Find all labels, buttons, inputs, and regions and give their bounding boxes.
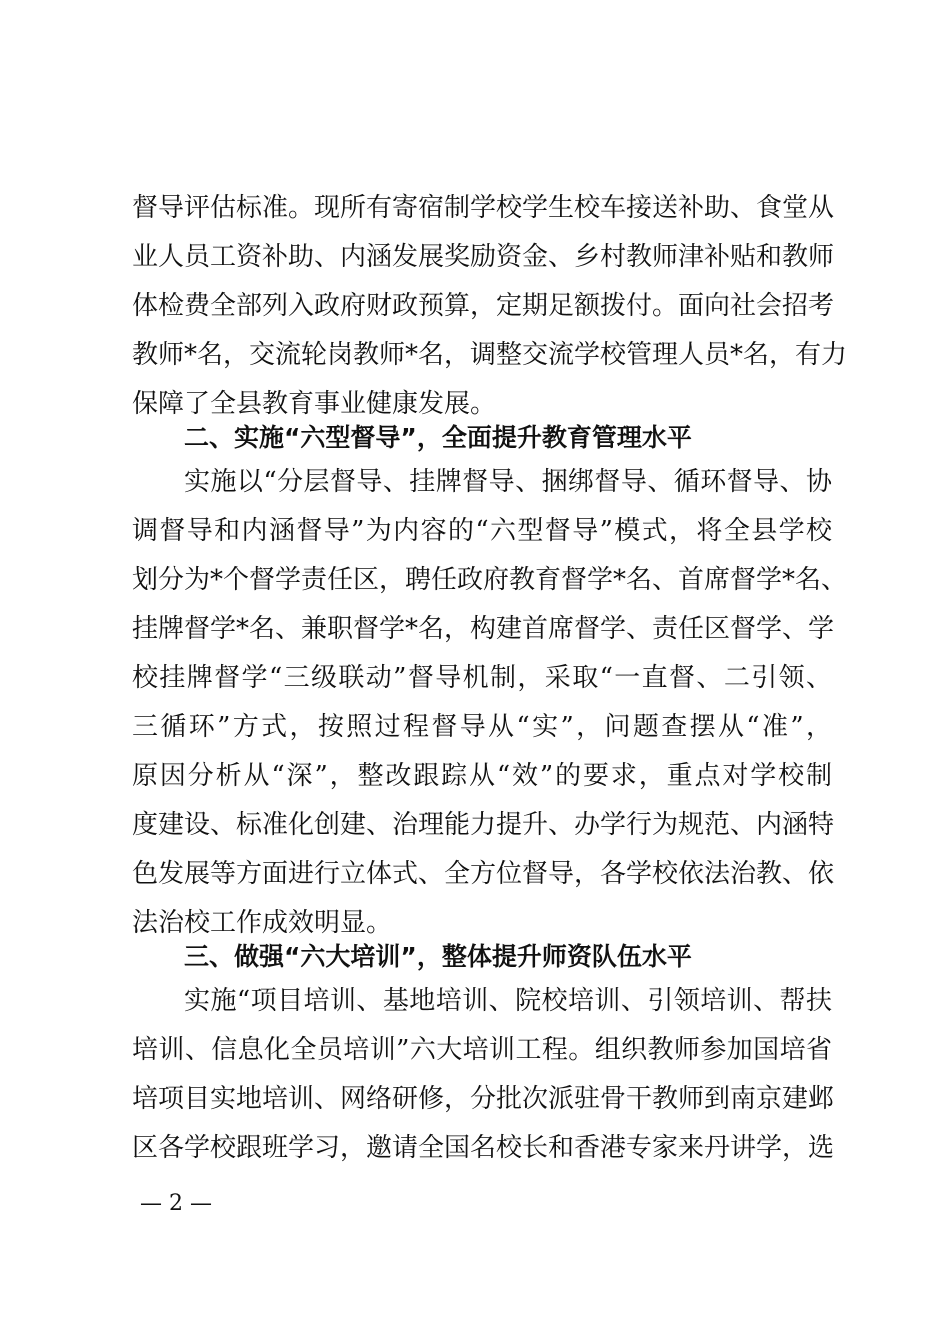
paragraph-1-line-4: 教师*名，交流轮岗教师*名，调整交流学校管理人员*名，有力 bbox=[132, 340, 848, 370]
paragraph-2-line-3: 划分为*个督学责任区，聘任政府教育督学*名、首席督学*名、 bbox=[132, 565, 848, 595]
paragraph-2-line-4: 挂牌督学*名、兼职督学*名，构建首席督学、责任区督学、学 bbox=[132, 614, 835, 644]
paragraph-2-line-8: 度建设、标准化创建、治理能力提升、办学行为规范、内涵特 bbox=[132, 810, 835, 840]
section-heading-3: 三、做强“六大培训”，整体提升师资队伍水平 bbox=[184, 942, 692, 971]
paragraph-2-line-6: 三循环”方式，按照过程督导从“实”，问题查摆从“准”， bbox=[132, 712, 832, 742]
paragraph-2-line-7: 原因分析从“深”，整改跟踪从“效”的要求，重点对学校制 bbox=[132, 761, 832, 791]
paragraph-1-line-5: 保障了全县教育事业健康发展。 bbox=[132, 389, 497, 419]
paragraph-1-line-1: 督导评估标准。现所有寄宿制学校学生校车接送补助、食堂从 bbox=[132, 193, 835, 223]
page-number: — 2 — bbox=[140, 1191, 212, 1216]
section-heading-2: 二、实施“六型督导”，全面提升教育管理水平 bbox=[184, 423, 692, 452]
paragraph-3-line-3: 培项目实地培训、网络研修，分批次派驻骨干教师到南京建邺 bbox=[132, 1084, 835, 1114]
paragraph-3-line-1: 实施“项目培训、基地培训、院校培训、引领培训、帮扶 bbox=[184, 986, 832, 1016]
paragraph-2-line-1: 实施以“分层督导、挂牌督导、捆绑督导、循环督导、协 bbox=[184, 467, 832, 497]
paragraph-1-line-2: 业人员工资补助、内涵发展奖励资金、乡村教师津补贴和教师 bbox=[132, 242, 835, 272]
paragraph-2-line-9: 色发展等方面进行立体式、全方位督导，各学校依法治教、依 bbox=[132, 859, 835, 889]
paragraph-3-line-4: 区各学校跟班学习，邀请全国名校长和香港专家来丹讲学，选 bbox=[132, 1133, 835, 1163]
paragraph-3-line-2: 培训、信息化全员培训”六大培训工程。组织教师参加国培省 bbox=[132, 1035, 832, 1065]
paragraph-2-line-2: 调督导和内涵督导”为内容的“六型督导”模式，将全县学校 bbox=[132, 516, 832, 546]
paragraph-2-line-10: 法治校工作成效明显。 bbox=[132, 908, 393, 938]
paragraph-2-line-5: 校挂牌督学“三级联动”督导机制，采取“一直督、二引领、 bbox=[132, 663, 832, 693]
paragraph-1-line-3: 体检费全部列入政府财政预算，定期足额拨付。面向社会招考 bbox=[132, 291, 835, 321]
